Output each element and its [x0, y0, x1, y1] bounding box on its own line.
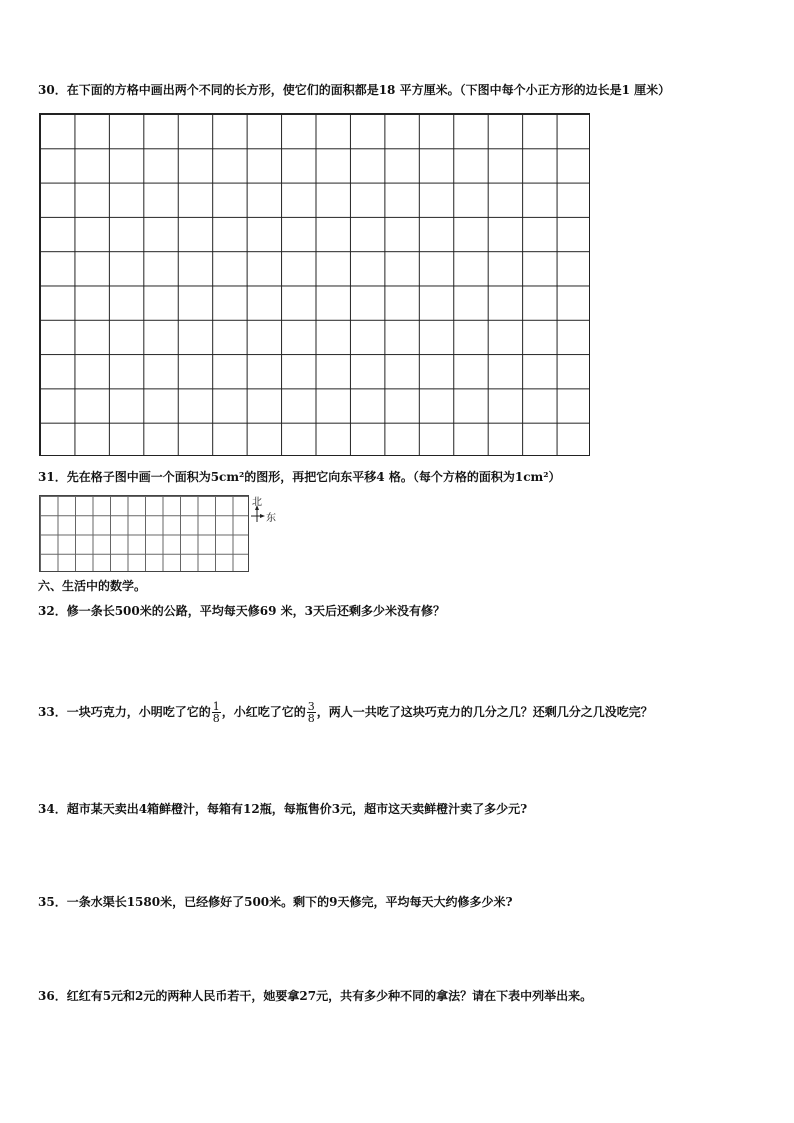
compass-east-label: 东: [266, 513, 276, 524]
question-34: 34．超市某天卖出4箱鲜橙汁，每箱有12瓶，每瓶售价3元，超市这天卖鲜橙汁卖了多少元?: [38, 802, 528, 816]
question-30: 30．在下面的方格中画出两个不同的长方形，使它们的面积都是18 平方厘米。（下图中每个小正方形的边长是1 厘米）: [38, 83, 671, 97]
fraction-one-eighth: [212, 701, 221, 724]
fraction-three-eighths: [307, 701, 316, 724]
question-35: 35．一条水渠长1580米，已经修好了500米。剩下的9天修完，平均每天大约修多少米?: [38, 895, 513, 909]
frac2-denominator: 8: [307, 712, 315, 725]
square-grid-10x16[interactable]: [39, 113, 590, 456]
question-31: 31．先在格子图中画一个面积为5cm²的图形，再把它向东平移4 格。（每个方格的面积为1cm²）: [38, 470, 561, 484]
question-32: 32．修一条长500米的公路，平均每天修69 米，3天后还剩多少米没有修？: [38, 604, 445, 618]
frac2-numerator: 3: [307, 700, 315, 713]
frac1-numerator: 1: [212, 700, 220, 713]
square-grid-4x12[interactable]: [39, 495, 249, 572]
compass-north-label: 北: [252, 497, 262, 508]
q33-text-2: ，小红吃了它的: [221, 705, 306, 719]
section-6-heading: 六、生活中的数学。: [38, 579, 147, 593]
question-36: 36．红红有5元和2元的两种人民币若干，她要拿27元，共有多少种不同的拿法？请在下表中列举出来。: [38, 989, 593, 1003]
question-33: [38, 698, 653, 726]
frac1-denominator: 8: [212, 712, 220, 725]
compass-icon: [250, 496, 290, 528]
q33-text-1: 33．一块巧克力，小明吃了它的: [38, 705, 211, 719]
q33-text-3: ，两人一共吃了这块巧克力的几分之几？还剩几分之几没吃完？: [316, 705, 653, 719]
